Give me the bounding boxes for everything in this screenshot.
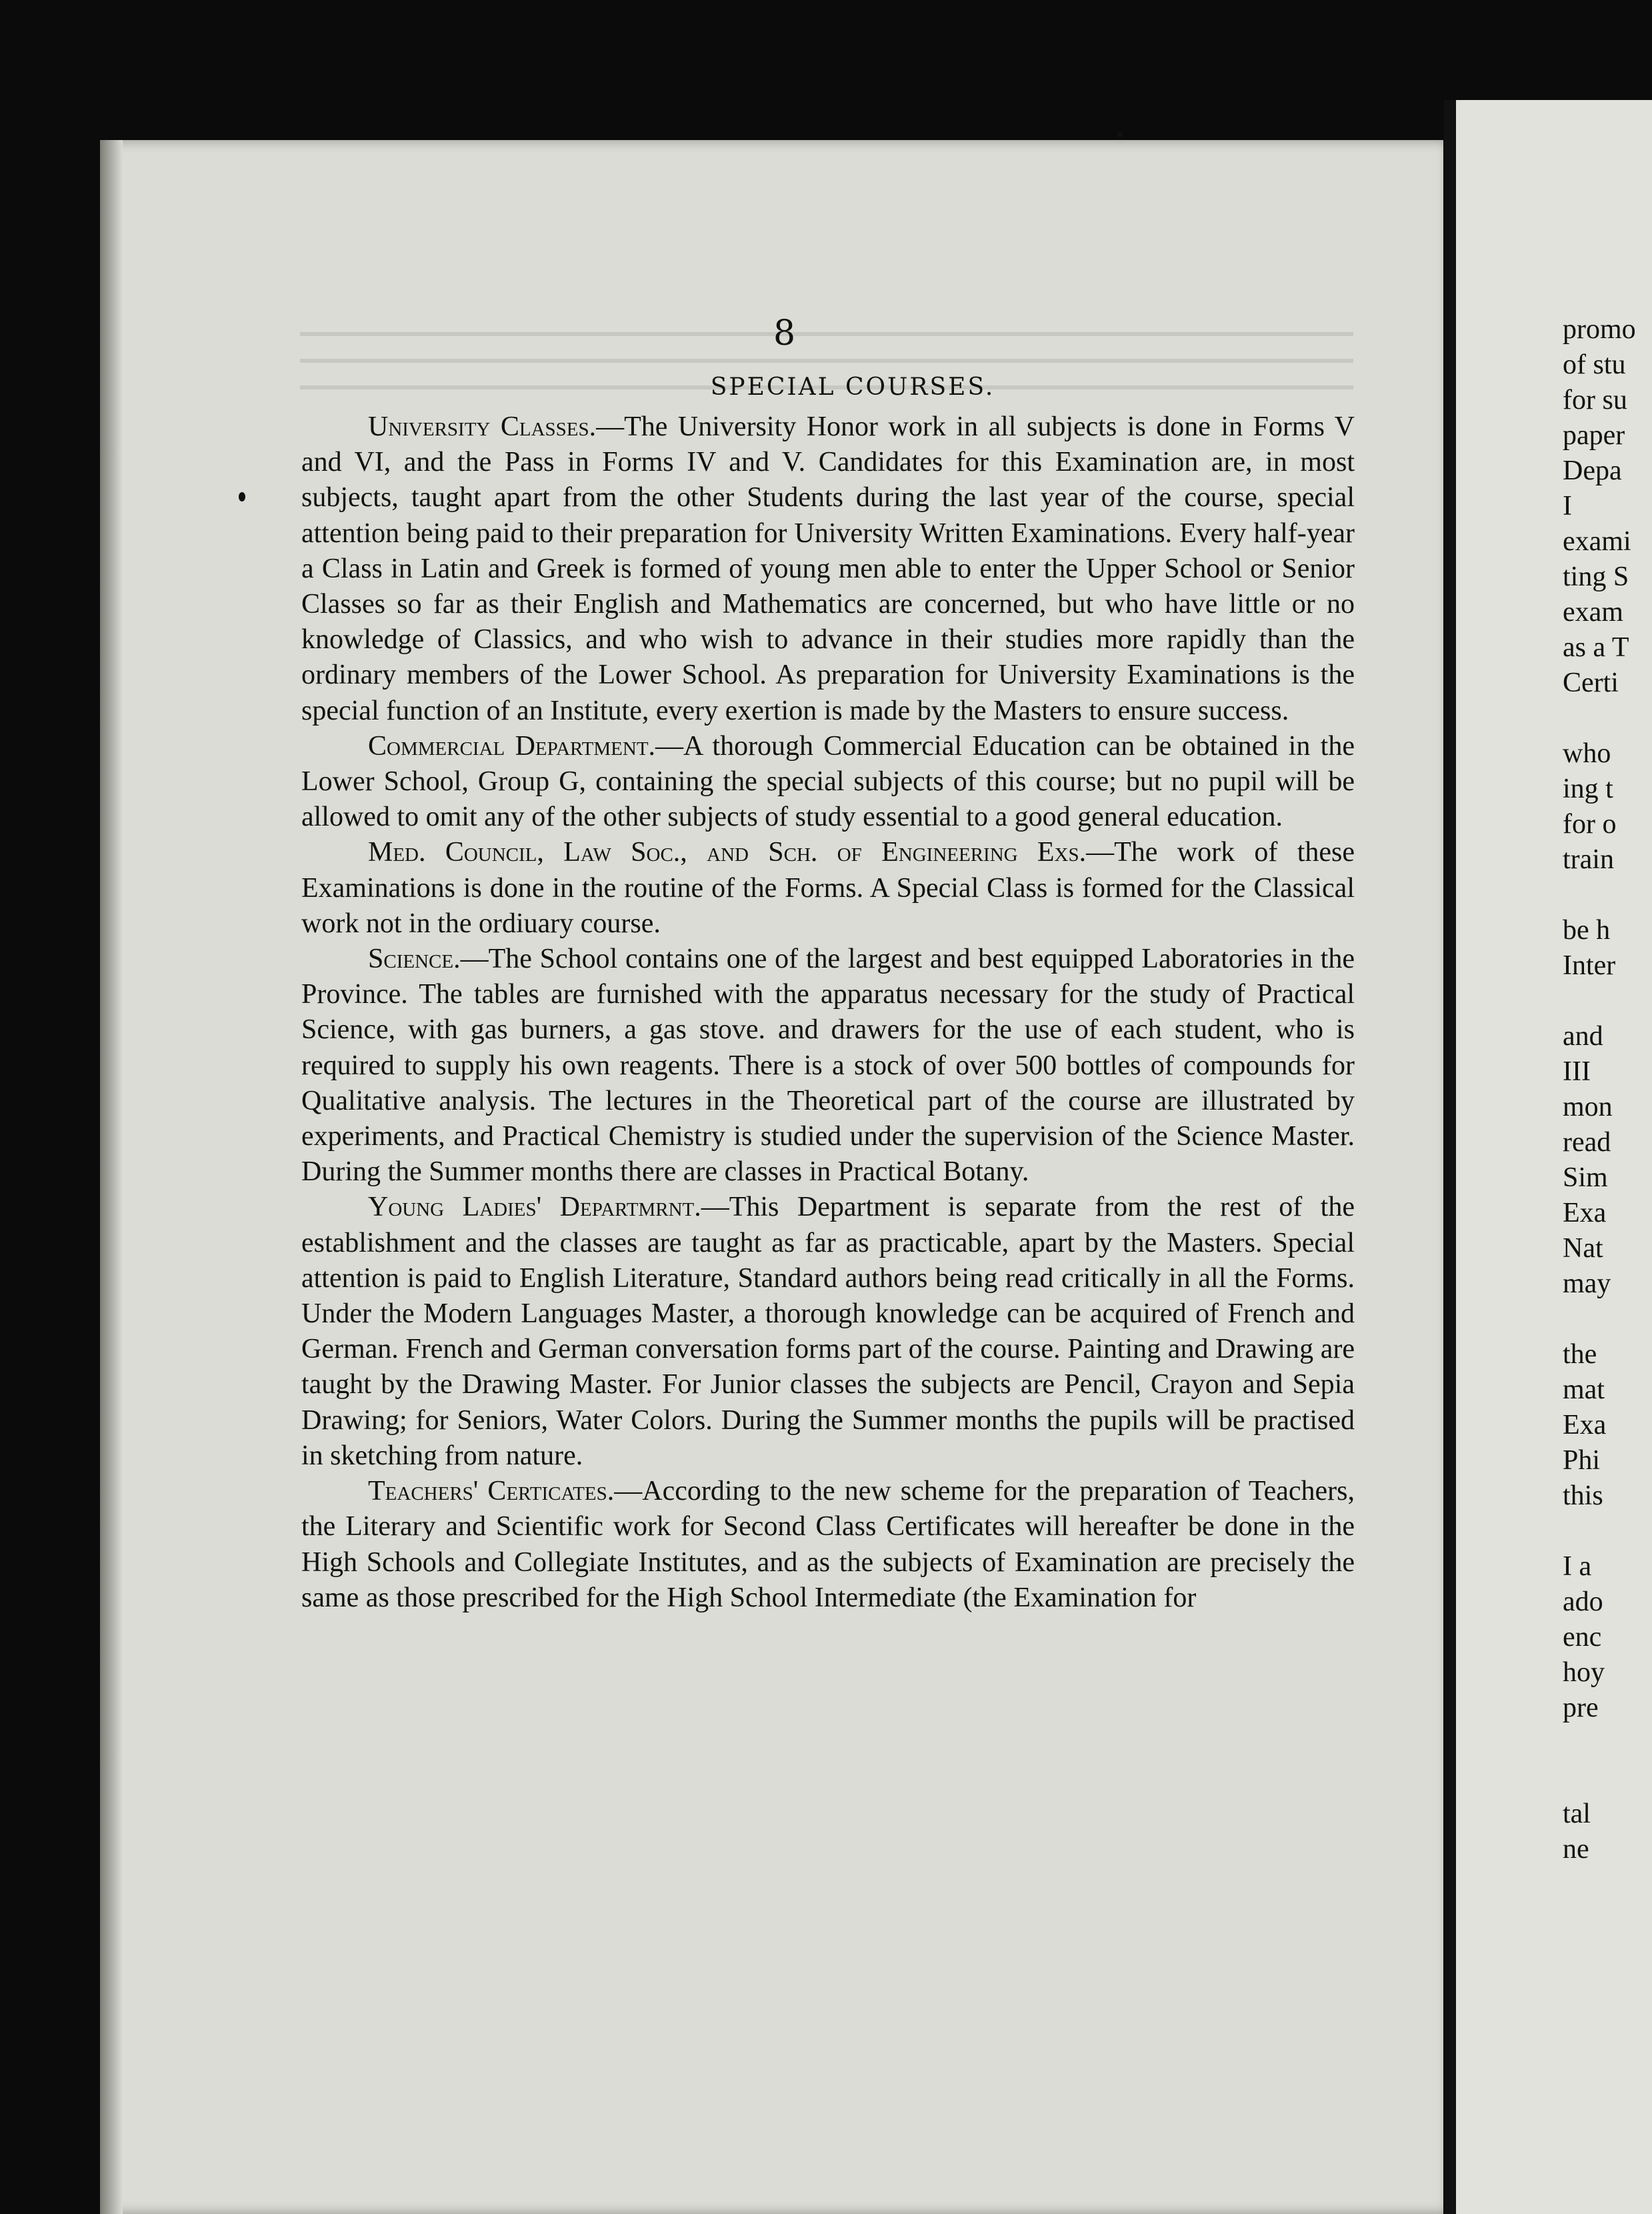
speck bbox=[1117, 132, 1123, 137]
paragraph-commercial-department bbox=[301, 729, 1355, 836]
right-page-line: Depa bbox=[1563, 455, 1622, 486]
paragraph-teachers-certificates bbox=[301, 1474, 1355, 1616]
right-page-line: for o bbox=[1563, 809, 1617, 840]
right-page-line: for su bbox=[1563, 385, 1627, 415]
paragraph-heading: Science. bbox=[368, 944, 461, 975]
page-number: 8 bbox=[773, 313, 796, 353]
right-page-line bbox=[1563, 1761, 1652, 1797]
paragraph-text: —According to the new scheme for the preparation of Teachers, the Literary and Scientific work for Second Class Certificates will hereafter be done in the High Schools and Collegiate Institutes, and as the subjects of Examination are precisely the same as those prescribed for the High School Intermediate (the Examination for bbox=[301, 1476, 1355, 1613]
right-page-line: I bbox=[1563, 491, 1572, 521]
right-page-line: mat bbox=[1563, 1374, 1605, 1405]
right-page-line: Sim bbox=[1563, 1162, 1608, 1193]
right-page-line: of stu bbox=[1563, 349, 1626, 380]
paragraph-heading: Young Ladies' Departmrnt. bbox=[368, 1192, 701, 1223]
right-page-line bbox=[1563, 878, 1652, 913]
paragraph-heading: Teachers' Certicates. bbox=[368, 1476, 615, 1507]
right-page-line: Exa bbox=[1563, 1410, 1607, 1440]
paragraph-text: —The University Honor work in all subjects is done in Forms V and VI, and the Pass in Forms IV and V. Candidates for this Examination are, in most subjects, taught apart from the other Students during the last year of the course, special attention being paid to their preparation for University Written Examinations. Every half-year a Class in Latin and Greek is formed of young men able to enter the Upper School or Senior Classes so far as their English and Mathematics are concerned, but who have little or no knowledge of Classics, and who wish to advance in their studies more rapidly than the ordinary members of the Lower School. As preparation for University Examinations is the special function of an Institute, every exertion is made by the Masters to ensure success. bbox=[301, 411, 1355, 726]
right-page-line: may bbox=[1563, 1268, 1611, 1299]
right-page-line: enc bbox=[1563, 1622, 1602, 1652]
right-page-line: this bbox=[1563, 1480, 1603, 1511]
right-page-line: I a bbox=[1563, 1551, 1592, 1582]
paragraph-science bbox=[301, 942, 1355, 1190]
right-page-line: the bbox=[1563, 1339, 1597, 1370]
paragraph-heading: University Classes. bbox=[368, 411, 597, 442]
right-page-line: exami bbox=[1563, 526, 1631, 557]
paragraph-text: —The work of these Examinations is done in the routine of the Forms. A Special Class is formed for the Classical work not in the ordiuary course. bbox=[301, 837, 1355, 939]
right-page-line bbox=[1563, 1514, 1652, 1549]
right-page-line bbox=[1563, 701, 1652, 736]
paragraph-heading: Commercial Department. bbox=[368, 730, 656, 762]
paragraph-text: —A thorough Commercial Education can be obtained in the Lower School, Group G, containing the special subjects of this course; but no pupil will be allowed to omit any of the other subjects of study essential to a good general education. bbox=[301, 730, 1355, 833]
right-page-line: Inter bbox=[1563, 950, 1616, 981]
right-page-line: III bbox=[1563, 1056, 1591, 1087]
page-edge-shadow bbox=[100, 140, 123, 2214]
right-page-line: read bbox=[1563, 1127, 1611, 1158]
right-page-line bbox=[1563, 1726, 1652, 1761]
right-page-line: pre bbox=[1563, 1693, 1599, 1723]
paragraph-university-classes bbox=[301, 409, 1355, 729]
right-page-line: hoy bbox=[1563, 1657, 1605, 1688]
right-page-line: exam bbox=[1563, 597, 1623, 628]
right-page-line: mon bbox=[1563, 1092, 1613, 1122]
paragraph-med-council bbox=[301, 835, 1355, 942]
right-page-line: be h bbox=[1563, 915, 1611, 946]
body-text bbox=[301, 409, 1355, 1616]
right-page-line: ting S bbox=[1563, 562, 1629, 592]
right-page-line: Certi bbox=[1563, 668, 1619, 698]
right-page-line: Exa bbox=[1563, 1198, 1607, 1228]
right-page-line: paper bbox=[1563, 420, 1625, 451]
right-page-line: ing t bbox=[1563, 774, 1613, 804]
right-page-line: and bbox=[1563, 1021, 1603, 1052]
right-page-line: ado bbox=[1563, 1586, 1603, 1617]
right-page-line: as a T bbox=[1563, 632, 1629, 663]
right-page-line bbox=[1563, 984, 1652, 1019]
paragraph-text: —This Department is separate from the rest of the establishment and the classes are taught as far as practicable, apart by the Masters. Special attention is paid to English Literature, Standard authors being read critically in all the Forms. Under the Modern Languages Master, a thorough knowledge can be acquired of French and German. French and German conversation forms part of the course. Painting and Drawing are taught by the Drawing Master. For Junior classes the subjects are Pencil, Crayon and Sepia Drawing; for Seniors, Water Colors. During the Summer months the pupils will be practised in sketching from nature. bbox=[301, 1192, 1355, 1471]
right-page-line: Nat bbox=[1563, 1233, 1603, 1264]
section-title: SPECIAL COURSES. bbox=[710, 373, 995, 401]
margin-mark bbox=[239, 492, 245, 501]
right-page-line: Phi bbox=[1563, 1445, 1601, 1476]
paragraph-heading: Med. Council, Law Soc., and Sch. of Engineering Exs. bbox=[368, 837, 1087, 868]
right-page-line: ne bbox=[1563, 1834, 1589, 1865]
right-page-line: promo bbox=[1563, 314, 1636, 345]
right-page-text bbox=[1563, 312, 1652, 1867]
right-page-line: who bbox=[1563, 738, 1611, 769]
right-page-line bbox=[1563, 1302, 1652, 1337]
book-gutter bbox=[1444, 100, 1456, 2214]
right-page-line: train bbox=[1563, 844, 1614, 875]
right-page-line: tal bbox=[1563, 1799, 1591, 1829]
paragraph-young-ladies bbox=[301, 1190, 1355, 1474]
paragraph-text: —The School contains one of the largest and best equipped Laboratories in the Province. The tables are furnished with the apparatus necessary for the study of Practical Science, with gas burners, a gas stove. and drawers for the use of each student, who is required to supply his own reagents. There is a stock of over 500 bottles of compounds for Qualitative analysis. The lectures in the Theoretical part of the course are illustrated by experiments, and Practical Chemistry is studied under the supervision of the Science Master. During the Summer months there are classes in Practical Botany. bbox=[301, 944, 1355, 1188]
